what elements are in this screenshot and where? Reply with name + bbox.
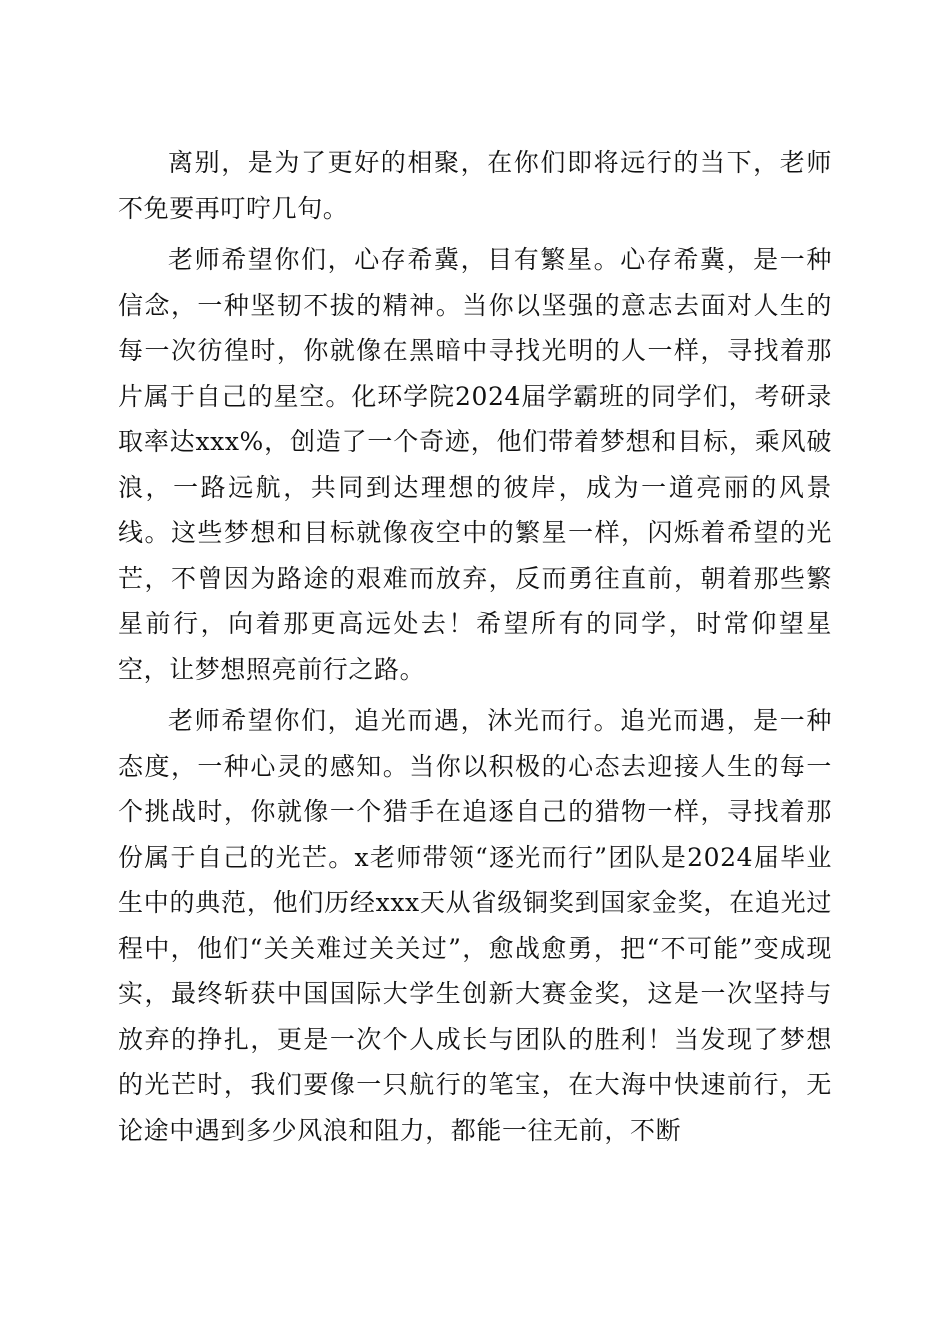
paragraph-stars: 老师希望你们，心存希冀，目有繁星。心存希冀，是一种信念，一种坚韧不拔的精神。当你以坚强的意志去面对人生的每一次彷徨时，你就像在黑暗中寻找光明的人一样，寻找着那片属于自己的星空。化环学院2024届学霸班的同学们，考研录取率达xxx%，创造了一个奇迹，他们带着梦想和目标，乘风破浪，一路远航，共同到达理想的彼岸，成为一道亮丽的风景线。这些梦想和目标就像夜空中的繁星一样，闪烁着希望的光芒，不曾因为路途的艰难而放弃，反而勇往直前，朝着那些繁星前行，向着那更高远处去！希望所有的同学，时常仰望星空，让梦想照亮前行之路。 [118, 245, 832, 684]
document-body [118, 140, 832, 1159]
paragraph-farewell: 离别，是为了更好的相聚，在你们即将远行的当下，老师不免要再叮咛几句。 [118, 148, 832, 223]
paragraph-light: 老师希望你们，追光而遇，沐光而行。追光而遇，是一种态度，一种心灵的感知。当你以积极的心态去迎接人生的每一个挑战时，你就像一个猎手在追逐自己的猎物一样，寻找着那份属于自己的光芒。x老师带领“逐光而行”团队是2024届毕业生中的典范，他们历经xxx天从省级铜奖到国家金奖，在追光过程中，他们“关关难过关关过”，愈战愈勇，把“不可能”变成现实，最终斩获中国国际大学生创新大赛金奖，这是一次坚持与放弃的挣扎，更是一次个人成长与团队的胜利！当发现了梦想的光芒时，我们要像一只航行的笔宝，在大海中快速前行，无论途中遇到多少风浪和阻力，都能一往无前，不断 [118, 706, 832, 1145]
